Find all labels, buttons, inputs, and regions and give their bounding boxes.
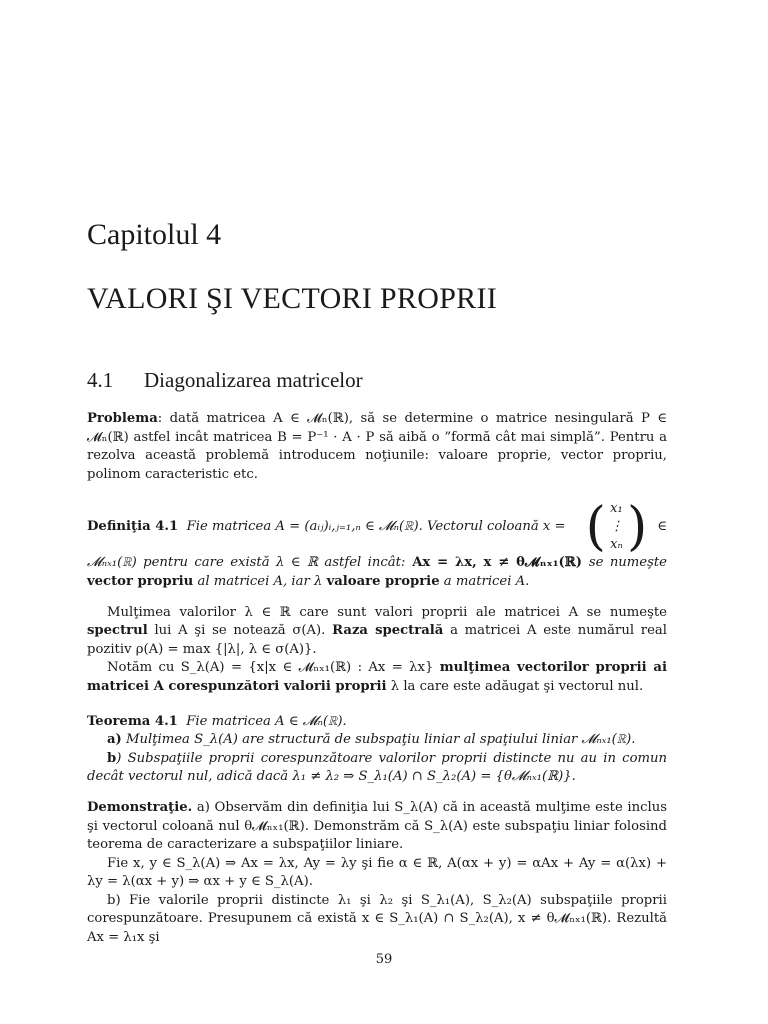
proof-text-1: a) Observăm din definiţia lui S_λ(A) că in această mulţime este inclus şi vectorul coloană nul θ𝓜ₙₓ₁(ℝ). Demonstrăm că S_λ(A) este subspaţiu liniar folosind teorema de caracterizare a subspaţiilor liniare. xyxy=(87,799,667,853)
theorem-label: Teorema 4.1 xyxy=(87,713,178,729)
vector-entry: x₁ xyxy=(610,501,623,517)
proof-label: Demonstraţie. xyxy=(87,799,193,815)
term-multimea-vectorilor: mulţimea vectorilor proprii ai matricei A corespunzători valorii proprii xyxy=(87,660,667,694)
eigenspace-paragraph xyxy=(87,659,667,696)
definition-text-5: a matricei A. xyxy=(443,573,530,589)
definition-text-1: Fie matricea A = (aᵢⱼ)ᵢ,ⱼ₌₁,ₙ ∈ 𝓜ₙ(ℝ). Vectorul coloană x = xyxy=(186,519,566,535)
theorem-heading xyxy=(87,713,667,732)
term-spectrul: spectrul xyxy=(87,623,148,639)
column-vector xyxy=(585,497,648,558)
term-valoare-proprie: valoare proprie xyxy=(326,573,440,589)
spectrum-text-3: a matricei A este numărul real pozitiv ρ(A) = max {|λ|, λ ∈ σ(A)}. xyxy=(87,623,667,657)
page-number: 59 xyxy=(375,952,393,967)
right-paren-icon: ) xyxy=(626,497,648,558)
section-number: 4.1 xyxy=(87,368,114,392)
proof-paragraph-3: b) Fie valorile proprii distincte λ₁ şi λ₂ şi S_λ₁(A), S_λ₂(A) subspaţiile proprii corespunzătoare. Presupunem că există x ∈ S_λ₁(A) ∩ S_λ₂(A), x ≠ θ𝓜ₙₓ₁(ℝ). Rezultă Ax = λ₁x şi xyxy=(87,892,667,946)
spectrum-text-2: lui A şi se notează σ(A). xyxy=(154,623,326,639)
definition-line xyxy=(87,497,667,558)
theorem-b-label: b xyxy=(107,750,117,766)
left-paren-icon: ( xyxy=(585,497,606,558)
section-title: Diagonalizarea matricelor xyxy=(144,368,363,392)
definition-label: Definiţia 4.1 xyxy=(87,519,179,535)
vector-entry: ⋮ xyxy=(609,519,623,535)
body-text xyxy=(87,410,667,948)
proof-paragraph-1 xyxy=(87,799,667,855)
theorem-b-text: ) Subspaţiile proprii corespunzătoare valorilor proprii distincte nu au in comun decât vectorul nul, adică dacă λ₁ ≠ λ₂ ⇒ S_λ₁(A) ∩ S_λ₂(A) = {θ𝓜ₙₓ₁(ℝ)}. xyxy=(87,750,667,785)
chapter-label: Capitolul 4 xyxy=(87,218,222,251)
spectrum-text-1: Mulţimea valorilor λ ∈ ℝ care sunt valori proprii ale matricei A se numeşte xyxy=(107,604,667,620)
theorem-intro: Fie matricea A ∈ 𝓜ₙ(ℝ). xyxy=(186,713,347,729)
section-heading xyxy=(87,368,363,393)
member-symbol: ∈ xyxy=(657,519,667,535)
definition-text-4: al matricei A, iar λ xyxy=(197,573,323,589)
spectrum-paragraph xyxy=(87,604,667,660)
definition-text-2: 𝓜ₙₓ₁(ℝ) pentru care există λ ∈ ℝ astfel incât: xyxy=(87,555,406,571)
term-vector-propriu: vector propriu xyxy=(87,573,194,589)
vector-entry: xₙ xyxy=(610,537,623,553)
problema-paragraph xyxy=(87,410,667,484)
proof-paragraph-2: Fie x, y ∈ S_λ(A) ⇒ Ax = λx, Ay = λy şi fie α ∈ ℝ, A(αx + y) = αAx + Ay = α(λx) + λy = λ(αx + y) ⇒ αx + y ∈ S_λ(A). xyxy=(87,855,667,890)
theorem-part-b xyxy=(87,750,667,787)
eigenspace-text-1: Notăm cu S_λ(A) = {x|x ∈ 𝓜ₙₓ₁(ℝ) : Ax = λx} xyxy=(107,660,434,676)
theorem-part-a xyxy=(87,731,667,750)
problema-text: : dată matricea A ∈ 𝓜ₙ(ℝ), să se determine o matrice nesingulară P ∈ 𝓜ₙ(ℝ) astfel incât matricea B = P⁻¹ · A · P să aibă o ”formă cât mai simplă”. Pentru a rezolva această problemă introducem noţiunile: valoare proprie, vector propriu, polinom caracteristic etc. xyxy=(87,411,667,482)
eigenspace-text-2: λ la care este adăugat şi vectorul nul. xyxy=(390,678,644,694)
term-raza-spectrala: Raza spectrală xyxy=(332,623,444,639)
definition-text-3: se numeşte xyxy=(588,555,667,571)
theorem-a-text: Mulţimea S_λ(A) are structură de subspaţiu liniar al spaţiului liniar 𝓜ₙₓ₁(ℝ). xyxy=(126,732,636,748)
definition-paragraph xyxy=(87,554,667,591)
definition-equation: Ax = λx, x ≠ θ𝓜ₙₓ₁(ℝ) xyxy=(405,555,589,571)
problema-label: Problema xyxy=(87,411,158,426)
chapter-title: VALORI ŞI VECTORI PROPRII xyxy=(87,282,498,315)
theorem-a-label: a) xyxy=(107,732,122,748)
